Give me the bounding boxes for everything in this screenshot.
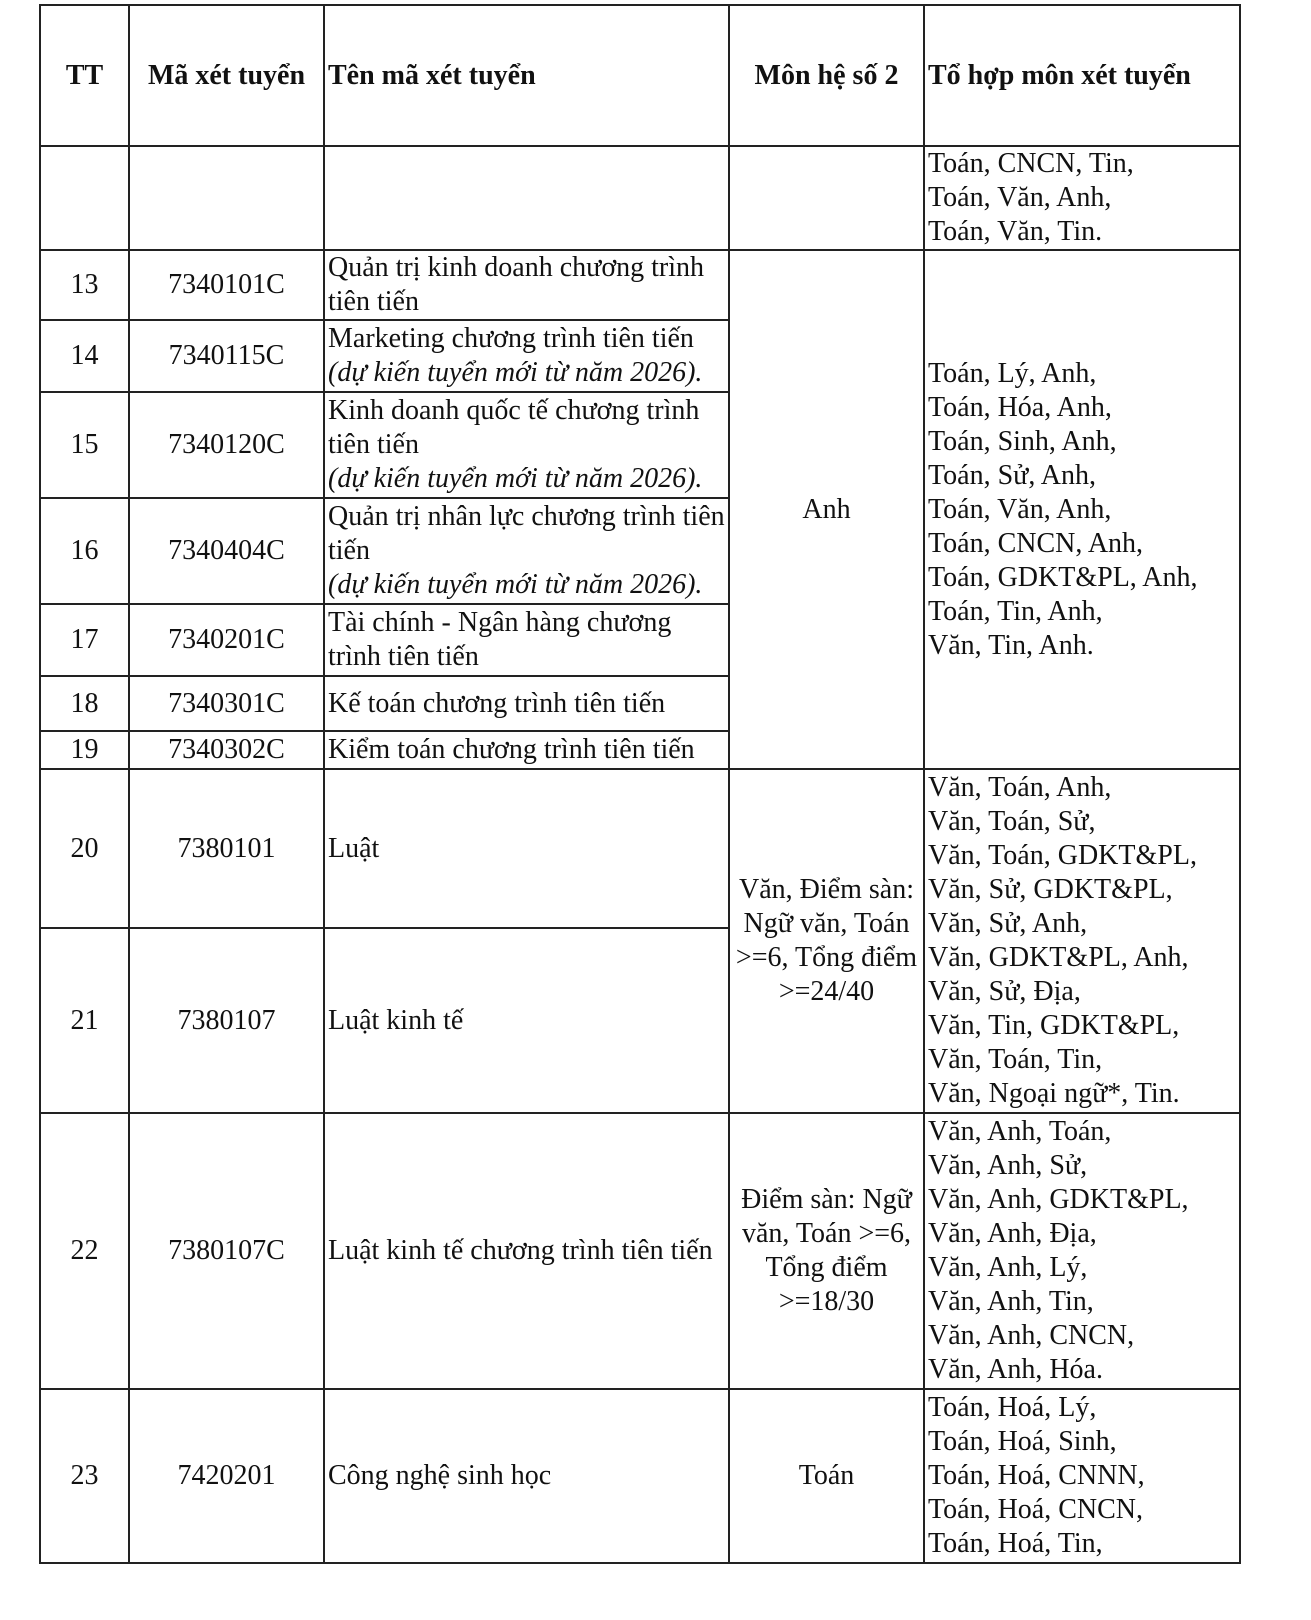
combo-line: Toán, CNCN, Anh, (928, 527, 1144, 559)
combo-line: Toán, Văn, Anh, (928, 182, 1112, 213)
combo-line: Văn, Toán, GDKT&PL, (928, 840, 1197, 871)
program-name: Quản trị nhân lực chương trình tiên tiến (328, 501, 725, 566)
combo-line: Văn, Anh, Tin, (928, 1286, 1094, 1317)
combo-line: Văn, Anh, Lý, (928, 1252, 1088, 1283)
cell-subject: Toán (729, 1389, 924, 1563)
combo-line: Văn, Toán, Anh, (928, 772, 1112, 803)
table-row-continuation (40, 146, 1240, 250)
combo-line: Toán, Văn, Anh, (928, 493, 1112, 525)
cell-name (324, 1113, 729, 1389)
combo-line: Văn, Sử, GDKT&PL, (928, 874, 1173, 905)
cell-name (324, 320, 729, 392)
combo-line: Văn, Anh, Địa, (928, 1218, 1097, 1249)
cell-code: 7340120C (129, 392, 324, 498)
cell-tt: 22 (40, 1113, 129, 1389)
combo-line: Toán, Văn, Tin. (928, 216, 1103, 247)
header-combo: Tổ hợp môn xét tuyển (924, 5, 1240, 146)
cell-code: 7380101 (129, 769, 324, 928)
cell-name (324, 604, 729, 676)
combo-line: Toán, Hoá, CNNN, (928, 1460, 1145, 1491)
combo-line: Toán, Sinh, Anh, (928, 425, 1117, 457)
header-subject: Môn hệ số 2 (729, 5, 924, 146)
cell-name (324, 769, 729, 928)
cell-tt: 16 (40, 498, 129, 604)
program-name: Kinh doanh quốc tế chương trình tiên tiến (328, 395, 700, 460)
cell-subject: Điểm sàn: Ngữ văn, Toán >=6, Tổng điểm >=18/30 (729, 1113, 924, 1389)
cell-code: 7340115C (129, 320, 324, 392)
header-tt: TT (40, 5, 129, 146)
cell-tt: 17 (40, 604, 129, 676)
program-name: Kế toán chương trình tiên tiến (328, 687, 666, 719)
table-row (40, 1389, 1240, 1563)
cell-code: 7340101C (129, 250, 324, 320)
cell-name (324, 498, 729, 604)
combo-line: Văn, Toán, Sử, (928, 806, 1096, 837)
cell-code: 7420201 (129, 1389, 324, 1563)
cell-name (324, 676, 729, 731)
combo-line: Văn, Ngoại ngữ*, Tin. (928, 1078, 1180, 1109)
combo-line: Toán, Hóa, Anh, (928, 391, 1112, 423)
cell-tt: 21 (40, 928, 129, 1113)
program-note: (dự kiến tuyển mới từ năm 2026). (328, 569, 703, 600)
cell-name (324, 1389, 729, 1563)
cell-tt: 23 (40, 1389, 129, 1563)
cell-code: 7380107C (129, 1113, 324, 1389)
combo-line: Toán, Lý, Anh, (928, 357, 1097, 389)
combo-line: Toán, Sử, Anh, (928, 459, 1096, 491)
combo-line: Văn, GDKT&PL, Anh, (928, 942, 1189, 973)
combo-line: Toán, Hoá, Lý, (928, 1392, 1097, 1423)
combo-line: Văn, Anh, Hóa. (928, 1354, 1103, 1385)
cell-code: 7340301C (129, 676, 324, 731)
cell-combo (924, 1389, 1240, 1563)
program-name: Luật kinh tế chương trình tiên tiến (328, 1235, 713, 1266)
cell-subject (729, 146, 924, 250)
cell-subject: Văn, Điểm sàn: Ngữ văn, Toán >=6, Tổng điểm >=24/40 (729, 769, 924, 1113)
cell-tt: 15 (40, 392, 129, 498)
program-note: (dự kiến tuyển mới từ năm 2026). (328, 357, 703, 388)
combo-line: Toán, Hoá, Tin, (928, 1528, 1103, 1559)
combo-line: Toán, CNCN, Tin, (928, 148, 1134, 179)
cell-tt: 18 (40, 676, 129, 731)
cell-name (324, 731, 729, 769)
program-name: Luật kinh tế (328, 1004, 464, 1036)
cell-tt (40, 146, 129, 250)
program-name: Marketing chương trình tiên tiến (328, 323, 694, 354)
combo-line: Văn, Anh, Toán, (928, 1116, 1112, 1147)
combo-line: Văn, Tin, GDKT&PL, (928, 1010, 1180, 1041)
program-name: Quản trị kinh doanh chương trình tiên tiến (328, 252, 705, 317)
combo-line: Văn, Toán, Tin, (928, 1044, 1103, 1075)
cell-name (324, 250, 729, 320)
cell-combo (924, 250, 1240, 769)
combo-line: Văn, Anh, Sử, (928, 1150, 1088, 1181)
combo-line: Văn, Sử, Địa, (928, 976, 1081, 1007)
program-name: Luật (328, 832, 380, 864)
header-row (40, 5, 1240, 146)
cell-code: 7340302C (129, 731, 324, 769)
combo-line: Văn, Sử, Anh, (928, 908, 1088, 939)
program-name: Công nghệ sinh học (328, 1460, 552, 1491)
program-note: (dự kiến tuyển mới từ năm 2026). (328, 463, 703, 494)
admission-table (39, 4, 1241, 1564)
cell-code: 7340404C (129, 498, 324, 604)
cell-code (129, 146, 324, 250)
table-row (40, 1113, 1240, 1389)
cell-name (324, 146, 729, 250)
combo-line: Toán, Tin, Anh, (928, 595, 1103, 627)
cell-tt: 14 (40, 320, 129, 392)
cell-name (324, 392, 729, 498)
combo-line: Văn, Anh, CNCN, (928, 1320, 1135, 1351)
cell-tt: 19 (40, 731, 129, 769)
program-name: Tài chính - Ngân hàng chương trình tiên tiến (328, 607, 672, 672)
table-row (40, 250, 1240, 320)
cell-tt: 20 (40, 769, 129, 928)
table-row (40, 769, 1240, 928)
cell-combo (924, 146, 1240, 250)
combo-line: Toán, GDKT&PL, Anh, (928, 561, 1198, 593)
cell-tt: 13 (40, 250, 129, 320)
program-name: Kiểm toán chương trình tiên tiến (328, 734, 695, 765)
header-code: Mã xét tuyển (129, 5, 324, 146)
combo-line: Văn, Anh, GDKT&PL, (928, 1184, 1189, 1215)
cell-combo (924, 769, 1240, 1113)
combo-line: Toán, Hoá, CNCN, (928, 1494, 1144, 1525)
combo-line: Văn, Tin, Anh. (928, 629, 1094, 661)
cell-name (324, 928, 729, 1113)
cell-code: 7380107 (129, 928, 324, 1113)
header-name: Tên mã xét tuyển (324, 5, 729, 146)
combo-line: Toán, Hoá, Sinh, (928, 1426, 1117, 1457)
cell-combo (924, 1113, 1240, 1389)
cell-subject: Anh (729, 250, 924, 769)
cell-code: 7340201C (129, 604, 324, 676)
